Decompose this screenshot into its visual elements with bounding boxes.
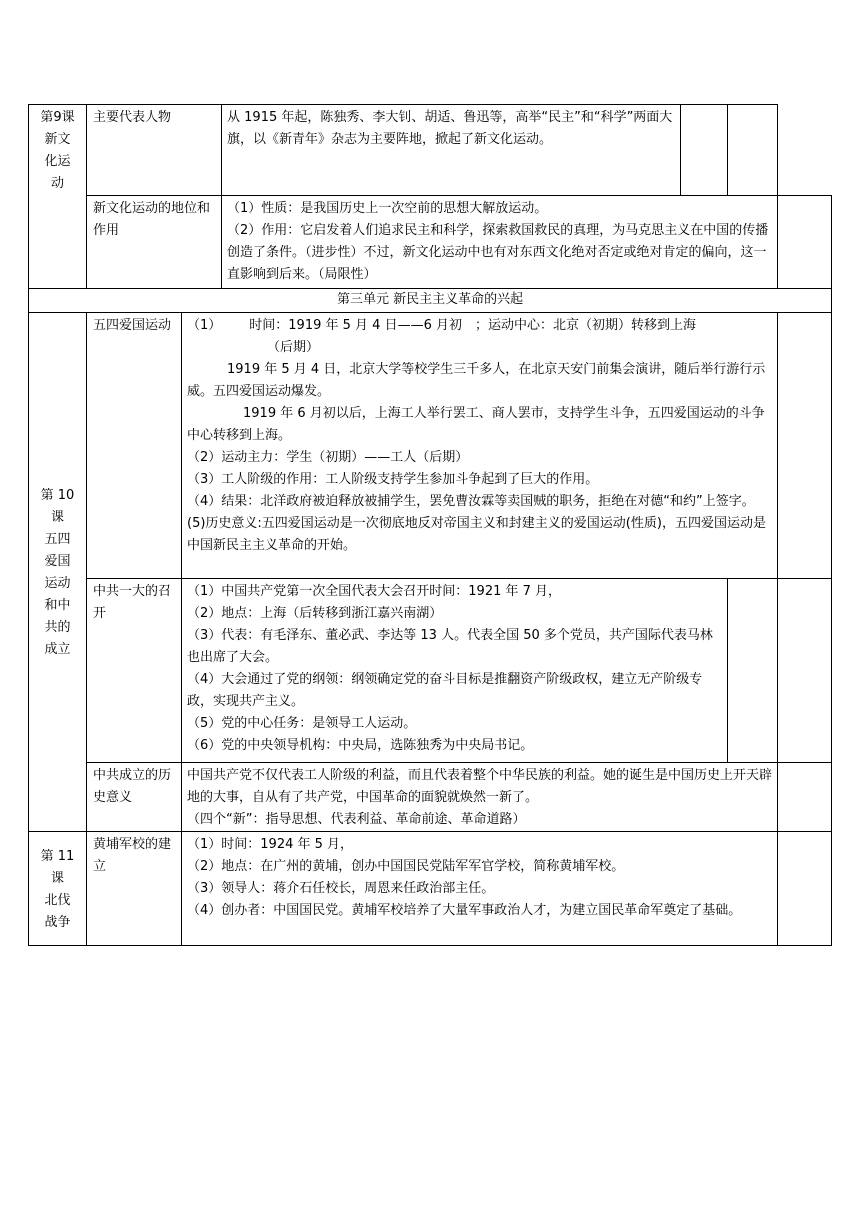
content-line: （四个“新”：指导思想、代表利益、革命前途、革命道路） bbox=[187, 812, 526, 827]
lesson10-content-congress bbox=[182, 579, 728, 763]
lesson9-content-figures: 从 1915 年起，陈独秀、李大钊、胡适、鲁迅等，高举“民主”和“科学”两面大旗，以《新青年》杂志为主要阵地，掀起了新文化运动。 bbox=[222, 105, 681, 196]
history-notes-table bbox=[28, 104, 832, 946]
content-line: （后期） bbox=[267, 340, 320, 355]
lesson10-content-may4 bbox=[182, 313, 778, 579]
lesson11-title-line: 战争 bbox=[44, 914, 71, 930]
lesson10-title-line: 成立 bbox=[44, 642, 71, 657]
lesson10-title-line: 共的 bbox=[44, 620, 71, 635]
content-line: （1）性质：是我国历史上一次空前的思想大解放运动。 bbox=[227, 201, 548, 216]
lesson10-topic-congress: 中共一大的召开 bbox=[87, 579, 182, 763]
empty-cell bbox=[778, 313, 832, 579]
content-line: （6）党的中央领导机构：中央局，选陈独秀为中央局书记。 bbox=[187, 738, 534, 753]
lesson11-content-whampoa bbox=[182, 832, 778, 946]
lesson9-topic-figures: 主要代表人物 bbox=[87, 105, 222, 196]
lesson10-title-cell bbox=[29, 313, 87, 832]
content-line: 中国共产党不仅代表工人阶级的利益，而且代表着整个中华民族的利益。她的诞生是中国历史上开天辟地的大事，自从有了共产党，中国革命的面貌就焕然一新了。 bbox=[187, 768, 773, 805]
unit3-heading: 第三单元 新民主主义革命的兴起 bbox=[29, 289, 832, 313]
content-fragment: （1） bbox=[187, 318, 222, 333]
lesson10-title-line: 五四 bbox=[44, 532, 71, 547]
empty-cell bbox=[681, 105, 728, 196]
lesson9-title-cell bbox=[29, 105, 87, 289]
lesson11-title-line: 北伐 bbox=[44, 892, 71, 908]
lesson9-title-line: 新文 bbox=[44, 132, 71, 147]
content-line: （4）创办者：中国国民党。黄埔军校培养了大量军事政治人才，为建立国民革命军奠定了基础。 bbox=[187, 903, 742, 918]
content-line: (5)历史意义:五四爱国运动是一次彻底地反对帝国主义和封建主义的爱国运动(性质)，五四爱国运动是中国新民主主义革命的开始。 bbox=[187, 516, 766, 553]
unit3-heading-row bbox=[29, 289, 832, 313]
content-line: （2）作用：它启发着人们追求民主和科学，探索救国救民的真理，为马克思主义在中国的传播创造了条件。（进步性）不过，新文化运动中也有对东西文化绝对否定或绝对肯定的偏向，这一直影响到后来。（局限性） bbox=[227, 223, 769, 282]
notes-sheet bbox=[28, 104, 831, 946]
empty-cell bbox=[778, 763, 832, 832]
content-fragment: 时间：1919 年 5 月 4 日——6 月初 ；运动中心：北京（初期）转移到上海 bbox=[249, 318, 696, 333]
lesson11-title-line: 课 bbox=[50, 870, 64, 886]
lesson10-topic-significance: 中共成立的历史意义 bbox=[87, 763, 182, 832]
lesson10-content-significance bbox=[182, 763, 778, 832]
lesson9-title-line: 第9课 bbox=[40, 110, 75, 125]
lesson9-row-figures bbox=[29, 105, 832, 196]
lesson10-title-line: 爱国 bbox=[44, 554, 71, 569]
empty-cell bbox=[778, 579, 832, 763]
lesson9-title-line: 化运 bbox=[44, 154, 71, 169]
lesson11-title-line: 第 11 bbox=[40, 848, 75, 864]
content-line: （2）地点：在广州的黄埔，创办中国国民党陆军军官学校，简称黄埔军校。 bbox=[187, 859, 625, 874]
lesson9-title-line: 动 bbox=[50, 176, 64, 191]
content-line: 1919 年 5 月 4 日，北京大学等校学生三千多人，在北京天安门前集会演讲，随后举行游行示威。五四爱国运动爆发。 bbox=[187, 362, 766, 399]
lesson10-title-line: 课 bbox=[50, 510, 64, 525]
lesson10-row-congress bbox=[29, 579, 832, 763]
content-line: （2）地点：上海（后转移到浙江嘉兴南湖） bbox=[187, 606, 443, 621]
content-line: （2）运动主力：学生（初期）——工人（后期） bbox=[187, 450, 469, 465]
lesson10-topic-may4: 五四爱国运动 bbox=[87, 313, 182, 579]
lesson9-topic-role: 新文化运动的地位和作用 bbox=[87, 196, 222, 289]
content-line: （3）工人阶级的作用：工人阶级支持学生参加斗争起到了巨大的作用。 bbox=[187, 472, 599, 487]
lesson10-title-line: 运动 bbox=[44, 576, 71, 591]
content-line: 1919 年 6 月初以后，上海工人举行罢工、商人罢市，支持学生斗争，五四爱国运动的斗争中心转移到上海。 bbox=[187, 406, 765, 443]
lesson9-content-role bbox=[222, 196, 778, 289]
lesson11-title-cell bbox=[29, 832, 87, 946]
lesson11-row-whampoa bbox=[29, 832, 832, 946]
content-line: （1）中国共产党第一次全国代表大会召开时间：1921 年 7 月， bbox=[187, 584, 562, 599]
content-line: （4）大会通过了党的纲领：纲领确定党的奋斗目标是推翻资产阶级政权，建立无产阶级专政，实现共产主义。 bbox=[187, 672, 703, 709]
lesson11-topic-whampoa: 黄埔军校的建立 bbox=[87, 832, 182, 946]
content-line bbox=[187, 315, 772, 337]
lesson10-row-may4 bbox=[29, 313, 832, 579]
content-line: （1）时间：1924 年 5 月， bbox=[187, 837, 354, 852]
content-line: （3）代表：有毛泽东、董必武、李达等 13 人。代表全国 50 多个党员，共产国际代表马林也出席了大会。 bbox=[187, 628, 713, 665]
lesson9-row-role bbox=[29, 196, 832, 289]
content-line: （4）结果：北洋政府被迫释放被捕学生，罢免曹汝霖等卖国贼的职务，拒绝在对德“和约”上签字。 bbox=[187, 494, 755, 509]
lesson10-title-line: 和中 bbox=[44, 598, 71, 613]
lesson10-row-significance bbox=[29, 763, 832, 832]
empty-cell bbox=[728, 579, 778, 763]
content-line: （3）领导人：蒋介石任校长，周恩来任政治部主任。 bbox=[187, 881, 495, 896]
lesson10-title-line: 第 10 bbox=[40, 488, 75, 503]
content-line: （5）党的中心任务：是领导工人运动。 bbox=[187, 716, 417, 731]
empty-cell bbox=[778, 196, 832, 289]
empty-cell bbox=[778, 832, 832, 946]
empty-cell bbox=[728, 105, 778, 196]
